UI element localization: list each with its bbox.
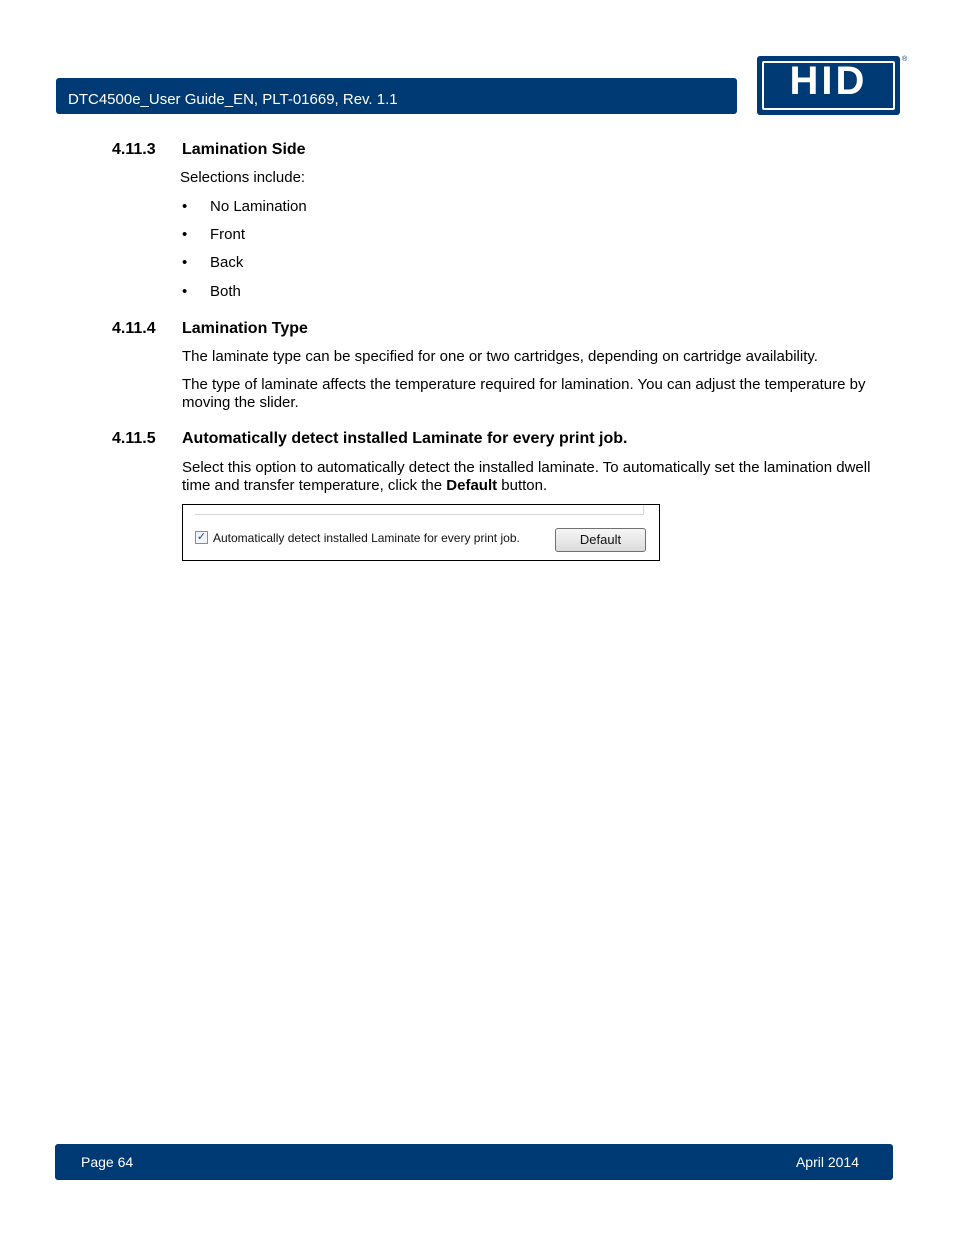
document-title: DTC4500e_User Guide_EN, PLT-01669, Rev. 1.1 [68,91,398,108]
registered-mark: ® [902,56,908,63]
header-bar [56,78,737,114]
lamination-type-paragraph-2: The type of laminate affects the temperature required for lamination. You can adjust the temperature by moving the slider. [182,376,866,411]
section-number: 4.11.4 [112,320,156,337]
section-heading-auto-detect [112,430,627,448]
auto-detect-paragraph [182,459,882,495]
hid-logo [757,56,900,115]
default-button[interactable]: Default [555,528,646,552]
list-item [182,254,243,271]
list-item-label: Both [210,283,241,300]
default-emphasis: Default [446,477,498,494]
list-item [182,198,307,215]
auto-detect-checkbox[interactable] [195,531,208,544]
section-title: Lamination Type [182,320,308,337]
footer-bar [55,1144,893,1180]
selections-intro: Selections include: [180,169,306,186]
section-number: 4.11.5 [112,430,156,447]
checkmark-icon: ✓ [196,531,207,543]
section-title: Lamination Side [182,141,306,158]
lamination-type-paragraph-1: The laminate type can be specified for one or two cartridges, depending on cartridge availability. [182,348,818,365]
page-number: Page 64 [81,1154,134,1170]
bullet-icon: • [182,254,188,271]
auto-detect-checkbox-label[interactable]: Automatically detect installed Laminate for every print job. [213,531,520,545]
section-number: 4.11.3 [112,141,156,158]
dialog-screenshot [182,504,660,561]
section-heading-lamination-type [112,320,308,338]
bullet-icon: • [182,226,188,243]
section-title: Automatically detect installed Laminate for every print job. [182,430,628,447]
bullet-icon: • [182,198,188,215]
divider [643,505,644,515]
paragraph-text-end: button. [497,477,548,494]
list-item [182,226,245,243]
publication-date: April 2014 [795,1154,859,1170]
list-item-label: Front [210,226,246,243]
list-item-label: Back [210,254,244,271]
paragraph-text: Select this option to automatically detect the installed laminate. To automatically set the lamination dwell time and transfer temperature, click the [182,459,871,494]
bullet-icon: • [182,283,188,300]
divider [195,514,643,515]
logo-text: HID [789,59,868,103]
list-item-label: No Lamination [210,198,307,215]
list-item [182,283,241,300]
section-heading-lamination-side [112,141,306,159]
